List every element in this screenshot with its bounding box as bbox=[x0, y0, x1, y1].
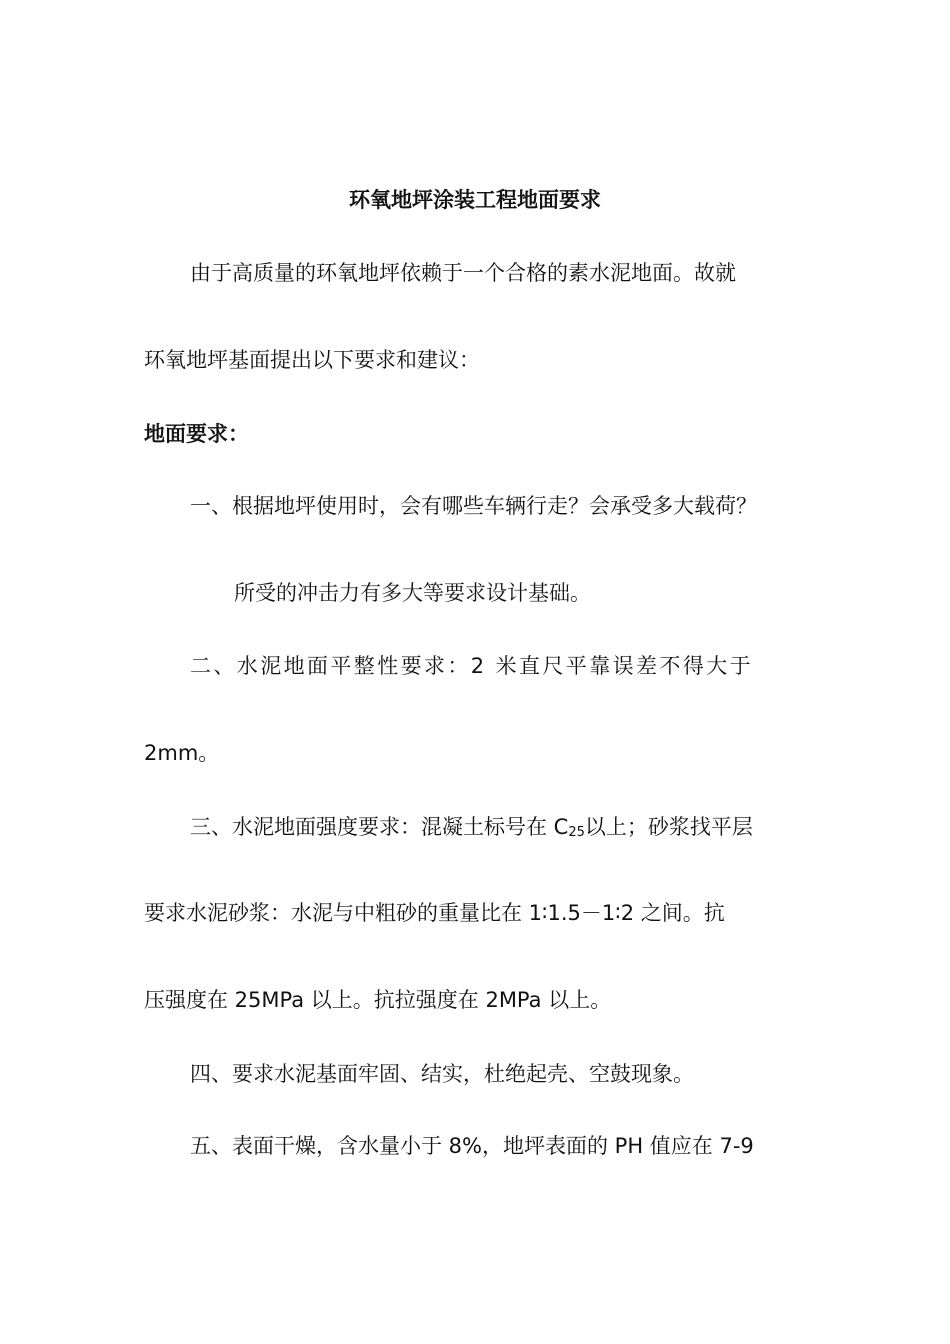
concrete-grade-subscript: 25 bbox=[568, 825, 585, 840]
intro-line-1: 由于高质量的环氧地坪依赖于一个合格的素水泥地面。故就 bbox=[190, 261, 736, 285]
item-4-line-1: 四、要求水泥基面牢固、结实，杜绝起壳、空鼓现象。 bbox=[190, 1062, 694, 1086]
item-1-line-2: 所受的冲击力有多大等要求设计基础。 bbox=[234, 581, 591, 605]
document-title: 环氧地坪涂装工程地面要求 bbox=[349, 188, 601, 212]
section-heading: 地面要求： bbox=[144, 422, 249, 446]
item-3-line-1-text-b: 以上；砂浆找平层 bbox=[584, 815, 753, 839]
item-5-line-1: 五、表面干燥，含水量小于 8%，地坪表面的 PH 值应在 7-9 bbox=[190, 1134, 754, 1158]
item-3-line-1 bbox=[190, 812, 753, 848]
item-2-line-2: 2mm。 bbox=[144, 741, 220, 765]
intro-line-2: 环氧地坪基面提出以下要求和建议： bbox=[144, 348, 480, 372]
item-2-line-1: 二、水泥地面平整性要求：2 米直尺平靠误差不得大于 bbox=[190, 654, 754, 678]
item-3-line-1-text-a: 三、水泥地面强度要求：混凝土标号在 C bbox=[190, 815, 569, 839]
item-3-line-3: 压强度在 25MPa 以上。抗拉强度在 2MPa 以上。 bbox=[144, 988, 612, 1012]
item-3-line-2: 要求水泥砂浆：水泥与中粗砂的重量比在 1∶1.5－1∶2 之间。抗 bbox=[144, 901, 725, 925]
item-1-line-1: 一、根据地坪使用时，会有哪些车辆行走？会承受多大载荷？ bbox=[190, 494, 757, 518]
